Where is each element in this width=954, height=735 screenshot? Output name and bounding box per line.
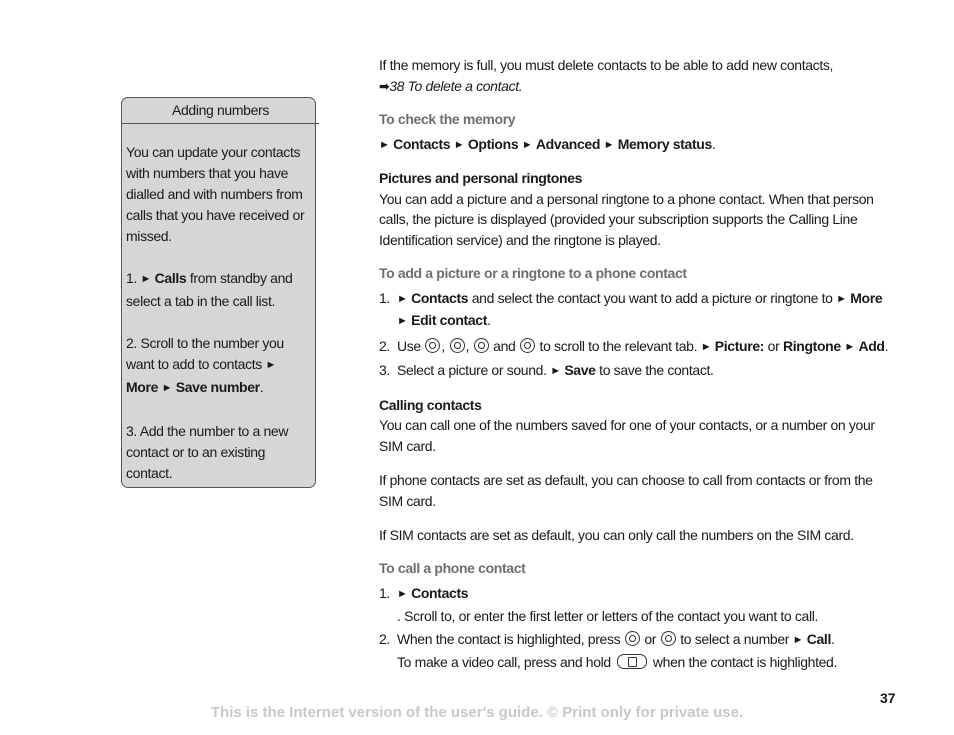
- arrow-right-icon: ►: [700, 340, 712, 353]
- list-item: 2. When the contact is highlighted, press or to select a number ► Call. To make a video call, press and hold when the contact is highlighted.: [379, 631, 838, 670]
- calling-body-1: You can call one of the numbers saved for one of your contacts, or a number on your SIM card.: [379, 417, 875, 454]
- intro-reference: ➡38 To delete a contact.: [379, 77, 523, 94]
- arrow-right-icon: ►: [265, 359, 277, 371]
- arrow-right-icon: ►: [836, 292, 847, 305]
- check-memory-heading: To check the memory: [379, 111, 516, 127]
- sidebar-intro: You can update your contacts with numbers that you have dialled and with numbers from calls that you have received or missed.: [126, 144, 305, 244]
- arrow-right-icon: ►: [792, 634, 804, 646]
- arrow-right-icon: ►: [397, 588, 408, 600]
- intro-text: If the memory is full, you must delete contacts to be able to add new contacts,: [379, 57, 834, 73]
- arrow-right-icon: ►: [140, 273, 152, 285]
- pictures-body: You can add a picture and a personal ringtone to a phone contact. When that person calls, the picture is displayed (provided your subscription supports the Calling Line Identification service) and the ringtone is played.: [379, 190, 874, 248]
- add-picture-heading: To add a picture or a ringtone to a phone contact: [379, 265, 687, 281]
- list-item: 1. ► Contacts and select the contact you want to add a picture or ringtone to ► More ► Edit contact.: [379, 289, 883, 328]
- navigation-key-right-icon: [450, 338, 465, 353]
- sidebar-title: Adding numbers: [122, 98, 319, 124]
- arrow-right-icon: ►: [550, 365, 561, 377]
- arrow-right-icon: ➡: [379, 77, 390, 94]
- navigation-key-down-icon: [520, 338, 535, 353]
- list-item: 2. Use , , and to scroll to the relevant tab. ► Picture: or Ringtone ► Add.: [379, 337, 889, 354]
- arrow-right-icon: ►: [379, 138, 390, 151]
- sidebar-step-2: 2. Scroll to the number you want to add to contacts ► More ► Save number.: [126, 335, 284, 395]
- arrow-right-icon: ►: [161, 382, 173, 394]
- calling-body-2: If phone contacts are set as default, you can choose to call from contacts or from the SIM card.: [379, 472, 873, 509]
- pictures-heading: Pictures and personal ringtones: [379, 170, 583, 186]
- video-call-key-icon: [617, 654, 647, 669]
- call-contact-steps: [379, 583, 899, 672]
- add-picture-steps: [379, 288, 899, 383]
- arrow-right-icon: ►: [521, 138, 533, 151]
- arrow-right-icon: ►: [844, 340, 855, 353]
- arrow-right-icon: ►: [397, 315, 408, 327]
- main-content: [379, 55, 899, 672]
- sidebar-step-3: 3. Add the number to a new contact or to an existing contact.: [126, 423, 289, 481]
- check-memory-path: ► Contacts ► Options ► Advanced ► Memory status.: [379, 135, 716, 152]
- call-contact-heading: To call a phone contact: [379, 559, 526, 576]
- navigation-key-right-icon: [661, 631, 676, 646]
- sidebar-step-1: 1. ► Calls from standby and select a tab in the call list.: [126, 270, 293, 309]
- calling-body-3: If SIM contacts are set as default, you can only call the numbers on the SIM card.: [379, 527, 854, 543]
- list-item: 1. ► Contacts. Scroll to, or enter the first letter or letters of the contact you want to call.: [379, 585, 819, 624]
- page-number: 37: [880, 690, 896, 706]
- arrow-right-icon: ►: [397, 292, 408, 305]
- arrow-right-icon: ►: [453, 138, 465, 151]
- footer-notice: This is the Internet version of the user's guide. © Print only for private use.: [210, 704, 744, 721]
- arrow-right-icon: ►: [603, 138, 615, 151]
- navigation-key-left-icon: [425, 338, 440, 353]
- list-item: 3. Select a picture or sound. ► Save to save the contact.: [379, 362, 714, 378]
- calling-heading: Calling contacts: [379, 396, 482, 413]
- navigation-key-left-icon: [625, 631, 640, 646]
- sidebar-body: [122, 124, 315, 484]
- navigation-key-up-icon: [474, 338, 489, 353]
- sidebar-box: [121, 97, 316, 488]
